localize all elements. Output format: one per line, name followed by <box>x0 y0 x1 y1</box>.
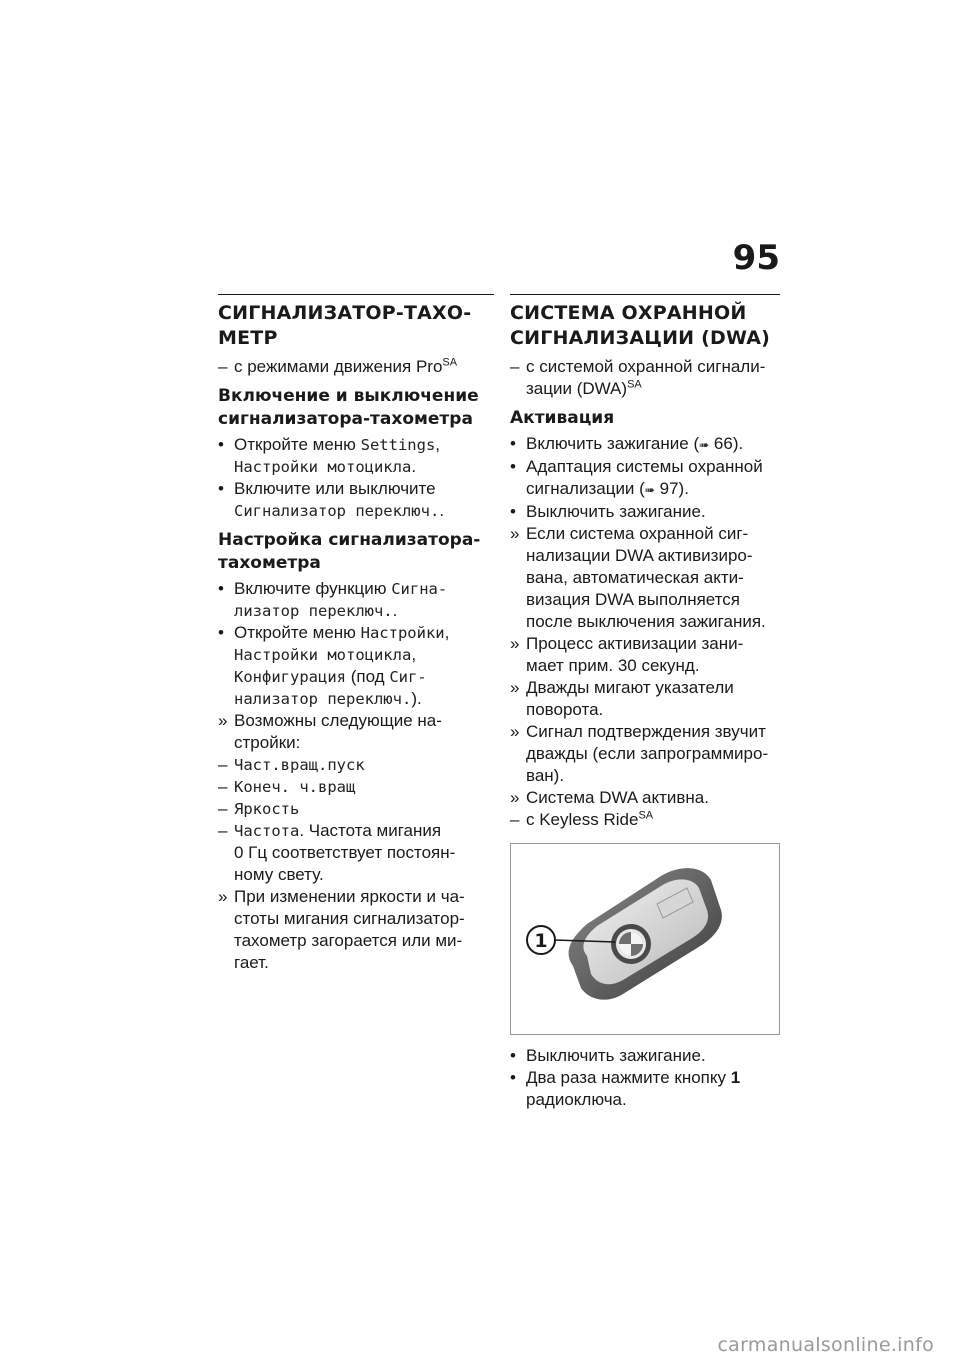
list-item: • Откройте меню Настройки, <box>218 623 450 642</box>
option-item: – Част.вращ.пуск <box>218 755 365 774</box>
option-item: – Частота. Частота мигания <box>218 821 442 840</box>
section-rule <box>218 294 494 295</box>
list-item: • Два раза нажмите кнопку 1 <box>510 1068 741 1087</box>
subheading-activation: Активация <box>510 408 615 428</box>
option-item: – Яркость <box>218 799 300 818</box>
key-button-logo <box>611 924 651 964</box>
section-title-dwa: СИСТЕМА ОХРАННОЙ СИГНАЛИЗАЦИИ (DWA) <box>510 302 771 349</box>
list-item-cont: радиоключа. <box>526 1090 627 1109</box>
result-item: » Система DWA активна. <box>510 788 709 807</box>
result-item: » Дважды мигают указатели <box>510 678 734 697</box>
result-item-cont: поворота. <box>526 700 604 719</box>
page-ref-link[interactable]: 97). <box>659 479 689 498</box>
condition-line-cont: зации (DWA)$^{SA}$ <box>526 378 642 398</box>
result-item-cont: гает. <box>234 953 269 972</box>
result-item: » Процесс активизации зани- <box>510 634 744 653</box>
page-ref-arrow-icon: ➠ <box>699 438 710 452</box>
result-item-cont: ван). <box>526 766 565 785</box>
list-item: • Включите или выключите <box>218 479 436 498</box>
radio-key-figure <box>510 843 780 1035</box>
page-ref-link[interactable]: 66). <box>713 434 744 453</box>
option-item-cont: ному свету. <box>234 865 324 884</box>
list-item-cont: нализатор переключ.). <box>234 689 422 708</box>
result-item-cont: нализации DWA активизиро- <box>526 546 753 565</box>
result-item: » Сигнал подтверждения звучит <box>510 722 766 741</box>
option-item: – Конеч. ч.вращ <box>218 777 356 796</box>
list-item: • Выключить зажигание. <box>510 502 706 521</box>
radio-key-illustration <box>511 844 779 1034</box>
condition-line: – с Keyless Ride$^{SA}$ <box>510 809 654 829</box>
result-item-cont: после выключения зажигания. <box>526 612 766 631</box>
section-title-shift-light: СИГНАЛИЗАТОР-ТАХО- МЕТР <box>218 302 472 349</box>
list-item: • Адаптация системы охранной <box>510 457 763 476</box>
list-item-cont: Конфигурация (под Сиг- <box>234 667 427 686</box>
result-item-cont: тахометр загорается или ми- <box>234 931 463 950</box>
option-item-cont: 0 Гц соответствует постоян- <box>234 843 456 862</box>
list-item-cont: Настройки мотоцикла. <box>234 457 417 476</box>
page-number: 95 <box>732 238 780 278</box>
list-item: • Выключить зажигание. <box>510 1046 706 1065</box>
result-item-cont: стройки: <box>234 733 301 752</box>
list-item: • Откройте меню Settings, <box>218 435 441 454</box>
list-item-cont: сигнализации (➠ 97). <box>526 479 689 498</box>
callout-number: 1 <box>534 930 548 952</box>
condition-line: – с системой охранной сигнали- <box>510 357 766 376</box>
condition-line: – с режимами движения Pro$^{SA}$ <box>218 356 458 376</box>
list-item-cont: Сигнализатор переключ.. <box>234 501 445 520</box>
left-column <box>218 294 494 974</box>
result-item-cont: дважды (если запрограммиро- <box>526 744 769 763</box>
list-item: • Включить зажигание (➠ 66). <box>510 434 744 453</box>
subheading-toggle: Включение и выключение сигнализатора-тахометра <box>218 386 479 429</box>
watermark: carmanualsonline.info <box>717 1334 934 1356</box>
result-item-cont: визация DWA выполняется <box>526 590 740 609</box>
result-item: » Если система охранной сиг- <box>510 524 749 543</box>
list-item-cont: лизатор переключ.. <box>234 601 398 620</box>
result-item: » При изменении яркости и ча- <box>218 887 465 906</box>
section-rule <box>510 294 780 295</box>
right-column <box>510 294 780 1111</box>
result-item-cont: стоты мигания сигнализатор- <box>234 909 465 928</box>
subheading-setup: Настройка сигнализатора- тахометра <box>218 530 481 573</box>
list-item: • Включите функцию Сигна- <box>218 579 448 598</box>
result-item: » Возможны следующие на- <box>218 711 442 730</box>
result-item-cont: вана, автоматическая акти- <box>526 568 744 587</box>
list-item-cont: Настройки мотоцикла, <box>234 645 417 664</box>
page-ref-arrow-icon: ➠ <box>644 483 655 497</box>
result-item-cont: мает прим. 30 секунд. <box>526 656 700 675</box>
